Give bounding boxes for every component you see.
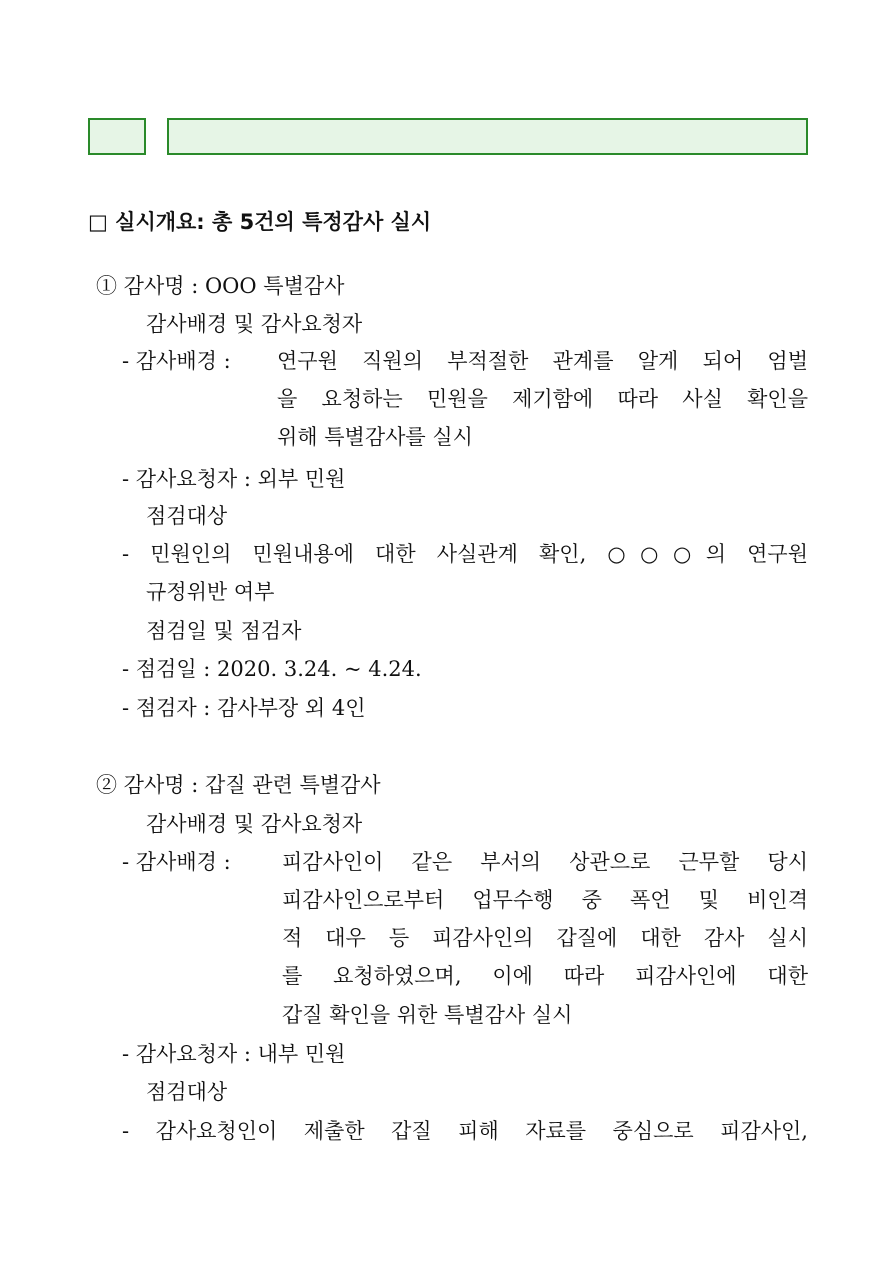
header-box-small <box>88 118 146 155</box>
audit2-background-line-1: 피감사인이 같은 부서의 상관으로 근무할 당시 <box>282 850 808 874</box>
audit1-background-line-3: 위해 특별감사를 실시 <box>277 425 473 449</box>
audit1-target-line-2: 규정위반 여부 <box>146 580 275 604</box>
audit2-background-label: - 감사배경 : <box>122 850 231 874</box>
audit1-requester: - 감사요청자 : 외부 민원 <box>122 467 346 491</box>
audit1-subheading-background: 감사배경 및 감사요청자 <box>146 312 363 336</box>
audit1-target-line-1: - 민원인의 민원내용에 대한 사실관계 확인, ○○○의 연구원 <box>122 542 808 566</box>
audit1-background-line-1: 연구원 직원의 부적절한 관계를 알게 되어 엄벌 <box>277 349 808 373</box>
audit2-requester: - 감사요청자 : 내부 민원 <box>122 1042 346 1066</box>
header-box-large <box>167 118 808 155</box>
audit2-background-line-3: 적 대우 등 피감사인의 갑질에 대한 감사 실시 <box>282 926 808 950</box>
audit2-background-line-4: 를 요청하였으며, 이에 따라 피감사인에 대한 <box>282 964 808 988</box>
audit1-inspector: - 점검자 : 감사부장 외 4인 <box>122 696 366 720</box>
audit1-subheading-date: 점검일 및 점검자 <box>146 619 302 643</box>
section-heading: □ 실시개요: 총 5건의 특정감사 실시 <box>88 210 432 234</box>
audit1-background-label: - 감사배경 : <box>122 349 231 373</box>
audit1-subheading-target: 점검대상 <box>146 504 228 528</box>
audit2-background-line-5: 갑질 확인을 위한 특별감사 실시 <box>282 1003 573 1027</box>
audit2-background-line-2: 피감사인으로부터 업무수행 중 폭언 및 비인격 <box>282 888 808 912</box>
audit2-subheading-background: 감사배경 및 감사요청자 <box>146 812 363 836</box>
audit1-background-line-2: 을 요청하는 민원을 제기함에 따라 사실 확인을 <box>277 387 808 411</box>
audit2-title: ② 감사명 : 갑질 관련 특별감사 <box>96 773 381 797</box>
audit2-target-line-1: - 감사요청인이 제출한 갑질 피해 자료를 중심으로 피감사인, <box>122 1119 808 1143</box>
audit1-date: - 점검일 : 2020. 3.24. ~ 4.24. <box>122 657 422 681</box>
audit1-title: ① 감사명 : OOO 특별감사 <box>96 274 345 298</box>
audit2-subheading-target: 점검대상 <box>146 1080 228 1104</box>
